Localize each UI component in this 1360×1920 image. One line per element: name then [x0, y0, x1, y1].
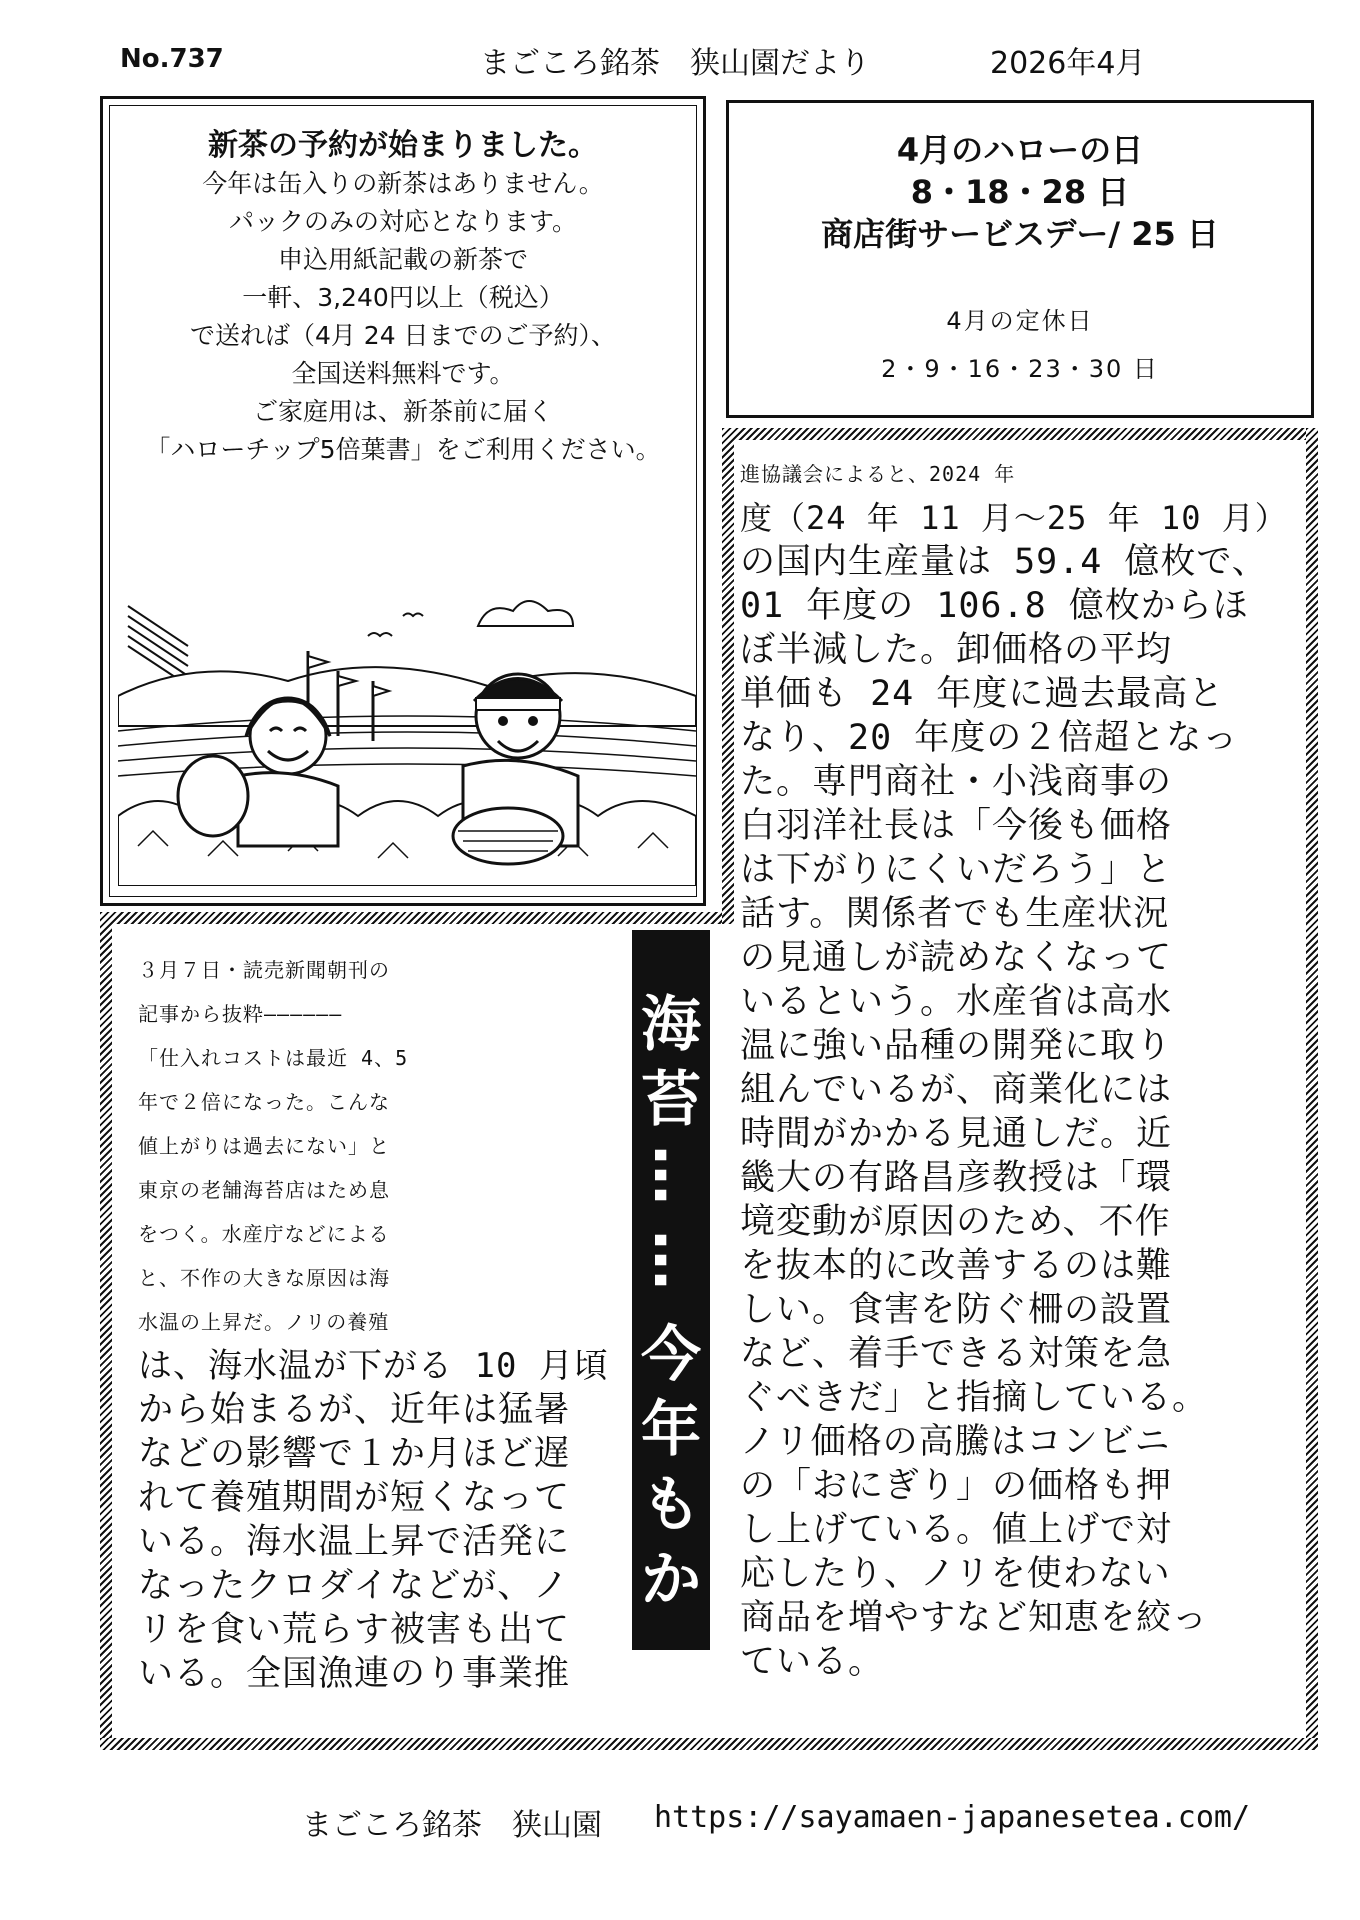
nori-headline-banner — [632, 930, 710, 1650]
article-line: 年で２倍になった。こんな — [138, 1090, 390, 1114]
article-line: れて養殖期間が短くなって — [138, 1478, 571, 1518]
article-line: ている。 — [740, 1642, 885, 1682]
banner-char: も — [641, 1470, 701, 1540]
article-line: リを食い荒らす被害も出て — [138, 1610, 571, 1650]
article-line: 組んでいるが、商業化には — [740, 1070, 1173, 1110]
footer-website-link[interactable]: https://sayamaen-japanesetea.com/ — [654, 1800, 1251, 1835]
new-tea-line: 今年は缶入りの新茶はありません。 — [202, 169, 604, 198]
article-line: た。専門商社・小浅商事の — [740, 762, 1173, 802]
article-line: 度（24 年 11 月～25 年 10 月） — [740, 499, 1288, 537]
article-line: 畿大の有路昌彦教授は「環 — [740, 1158, 1173, 1198]
article-line: をつく。水産庁などによる — [138, 1222, 390, 1246]
article-line: なり、20 年度の２倍超となっ — [740, 718, 1239, 758]
banner-char: か — [641, 1545, 701, 1615]
shopping-street-service-day: 商店街サービスデー/ 25 日 — [821, 215, 1219, 253]
tea-picking-illustration — [118, 586, 696, 886]
article-line: なったクロダイなどが、ノ — [138, 1566, 570, 1606]
article-line: 値上がりは過去にない」と — [138, 1134, 390, 1158]
banner-char: … — [640, 1145, 710, 1205]
banner-char: 今 — [641, 1320, 701, 1390]
article-line: などの影響で１か月ほど遅 — [138, 1434, 571, 1474]
article-line: ぼ半減した。卸価格の平均 — [740, 630, 1173, 670]
article-line: 単価も 24 年度に過去最高と — [740, 674, 1225, 714]
new-tea-line: パックのみの対応となります。 — [228, 207, 577, 236]
article-line: の「おにぎり」の価格も押 — [740, 1466, 1173, 1506]
hello-day-box — [726, 100, 1314, 418]
new-tea-line: で送れば（4月 24 日までのご予約）、 — [189, 321, 617, 350]
article-line: から始まるが、近年は猛暑 — [138, 1390, 571, 1430]
article-line: 時間がかかる見通しだ。近 — [740, 1114, 1173, 1154]
article-line: 温に強い品種の開発に取り — [740, 1026, 1173, 1066]
banner-char: … — [640, 1230, 710, 1290]
article-line: いるという。水産省は高水 — [740, 982, 1173, 1022]
article-frame-left — [100, 912, 112, 1750]
article-line: 記事から抜粋―――――― — [138, 1002, 343, 1026]
closed-days-dates: 2・9・16・23・30 日 — [881, 355, 1159, 383]
article-line: 進協議会によると、2024 年 — [740, 462, 1016, 486]
banner-char: 年 — [641, 1395, 701, 1465]
article-line: など、着手できる対策を急 — [740, 1334, 1173, 1374]
banner-char: 苔 — [641, 1065, 701, 1135]
article-frame-bottom — [100, 1738, 1318, 1750]
article-line: 東京の老舗海苔店はため息 — [138, 1178, 390, 1202]
article-line: 水温の上昇だ。ノリの養殖 — [138, 1310, 390, 1334]
issue-number: No.737 — [120, 44, 224, 74]
newsletter-title: まごころ銘茶 狭山園だより — [480, 46, 870, 81]
article-line: の見通しが読めなくなって — [740, 938, 1173, 978]
article-line: 境変動が原因のため、不作 — [740, 1202, 1171, 1242]
article-line: の国内生産量は 59.4 億枚で、 — [740, 542, 1268, 582]
new-tea-line: 全国送料無料です。 — [291, 359, 515, 388]
new-tea-line: ご家庭用は、新茶前に届く — [252, 397, 553, 426]
new-tea-headline: 新茶の予約が始まりました。 — [208, 128, 598, 163]
article-line: いる。全国漁連のり事業推 — [138, 1654, 571, 1694]
new-tea-notice-inner-frame — [109, 105, 697, 897]
article-line: 応したり、ノリを使わない — [740, 1554, 1171, 1594]
hello-day-title: 4月のハローの日 — [896, 131, 1144, 169]
article-frame-inner-step — [722, 428, 734, 924]
article-line: いる。海水温上昇で活発に — [138, 1522, 571, 1562]
article-line: 話す。関係者でも生産状況 — [740, 894, 1170, 934]
hello-day-dates: 8・18・28 日 — [910, 173, 1130, 211]
article-line: と、不作の大きな原因は海 — [138, 1266, 390, 1290]
article-line: は、海水温が下がる 10 月頃 — [138, 1346, 609, 1386]
article-frame-right — [1306, 428, 1318, 1750]
article-line: 白羽洋社長は「今後も価格 — [740, 806, 1173, 846]
article-line: しい。食害を防ぐ柵の設置 — [740, 1290, 1173, 1330]
article-left-column — [138, 948, 609, 1696]
article-line: ３月７日・読売新聞朝刊の — [138, 958, 390, 982]
new-tea-line: 「ハローチップ5倍葉書」をご利用ください。 — [145, 435, 661, 464]
article-frame-top-right — [722, 428, 1318, 440]
article-line: は下がりにくいだろう」と — [740, 850, 1173, 890]
article-line: し上げている。値上げで対 — [740, 1510, 1173, 1550]
issue-date: 2026年4月 — [990, 46, 1146, 81]
article-line: 01 年度の 106.8 億枚からほ — [740, 586, 1249, 626]
footer-shop-name: まごころ銘茶 狭山園 — [302, 1808, 602, 1843]
banner-char: 海 — [641, 990, 701, 1060]
closed-days-label: 4月の定休日 — [946, 307, 1094, 335]
article-right-column — [740, 452, 1288, 1684]
article-frame-top-left — [100, 912, 722, 924]
article-line: 商品を増やすなど知恵を絞っ — [740, 1598, 1209, 1638]
article-line: ぐべきだ」と指摘している。 — [740, 1378, 1209, 1418]
new-tea-notice-box — [100, 96, 706, 906]
article-line: ノリ価格の高騰はコンビニ — [740, 1422, 1171, 1462]
new-tea-line: 一軒、3,240円以上（税込） — [242, 283, 564, 312]
article-line: を抜本的に改善するのは難 — [740, 1246, 1173, 1286]
article-line: 「仕入れコストは最近 4、5 — [138, 1046, 409, 1070]
new-tea-line: 申込用紙記載の新茶で — [277, 245, 528, 274]
